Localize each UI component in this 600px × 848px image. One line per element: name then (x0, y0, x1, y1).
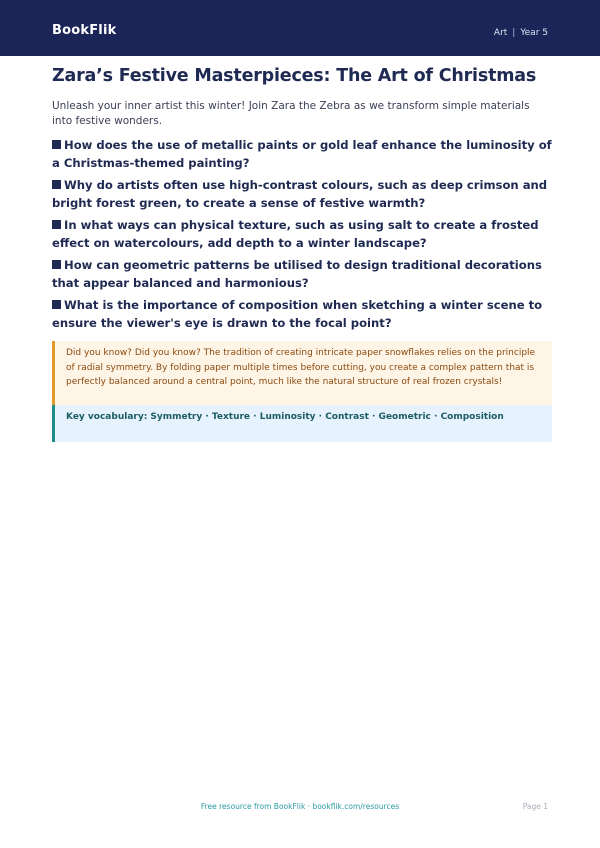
key-vocabulary: Key vocabulary: Symmetry · Texture · Luminosity · Contrast · Geometric · Composition (52, 405, 552, 442)
question-item (52, 297, 552, 332)
header-bar (0, 0, 600, 56)
question-text: How can geometric patterns be utilised to design traditional decorations that appear balanced and harmonious? (52, 258, 542, 290)
question-item (52, 257, 552, 292)
year-label: Year 5 (520, 28, 548, 38)
footer-link[interactable]: Free resource from BookFlik · bookflik.com/resources (200, 802, 400, 811)
square-bullet-icon (52, 140, 61, 149)
square-bullet-icon (52, 220, 61, 229)
page-title: Zara’s Festive Masterpieces: The Art of Christmas (52, 66, 537, 86)
question-text: How does the use of metallic paints or gold leaf enhance the luminosity of a Christmas-themed painting? (52, 138, 552, 170)
question-item (52, 177, 552, 212)
question-text: Why do artists often use high-contrast colours, such as deep crimson and bright forest green, to create a sense of festive warmth? (52, 178, 548, 210)
page-number: Page 1 (522, 802, 548, 811)
brand-logo-text[interactable]: BookFlik (52, 23, 117, 38)
question-item (52, 217, 552, 252)
question-item (52, 137, 552, 172)
fact-text: Did you know? Did you know? The tradition of creating intricate paper snowflakes relies on the principle of radial symmetry. By folding paper multiple times before cutting, you create a complex pattern that is perfectly balanced around a central point, much like the natural structure of real frozen crystals! (55, 341, 552, 405)
question-list (52, 137, 552, 337)
header-meta (494, 28, 548, 38)
question-text: In what ways can physical texture, such as using salt to create a frosted effect on watercolours, add depth to a winter landscape? (52, 218, 539, 250)
did-you-know-callout (52, 341, 552, 442)
subject-label: Art (493, 28, 508, 38)
intro-text: Unleash your inner artist this winter! Join Zara the Zebra as we transform simple materials into festive wonders. (52, 100, 530, 127)
meta-separator: | (512, 28, 516, 38)
square-bullet-icon (52, 180, 61, 189)
question-text: What is the importance of composition when sketching a winter scene to ensure the viewer's eye is drawn to the focal point? (52, 298, 543, 330)
square-bullet-icon (52, 300, 61, 309)
square-bullet-icon (52, 260, 61, 269)
